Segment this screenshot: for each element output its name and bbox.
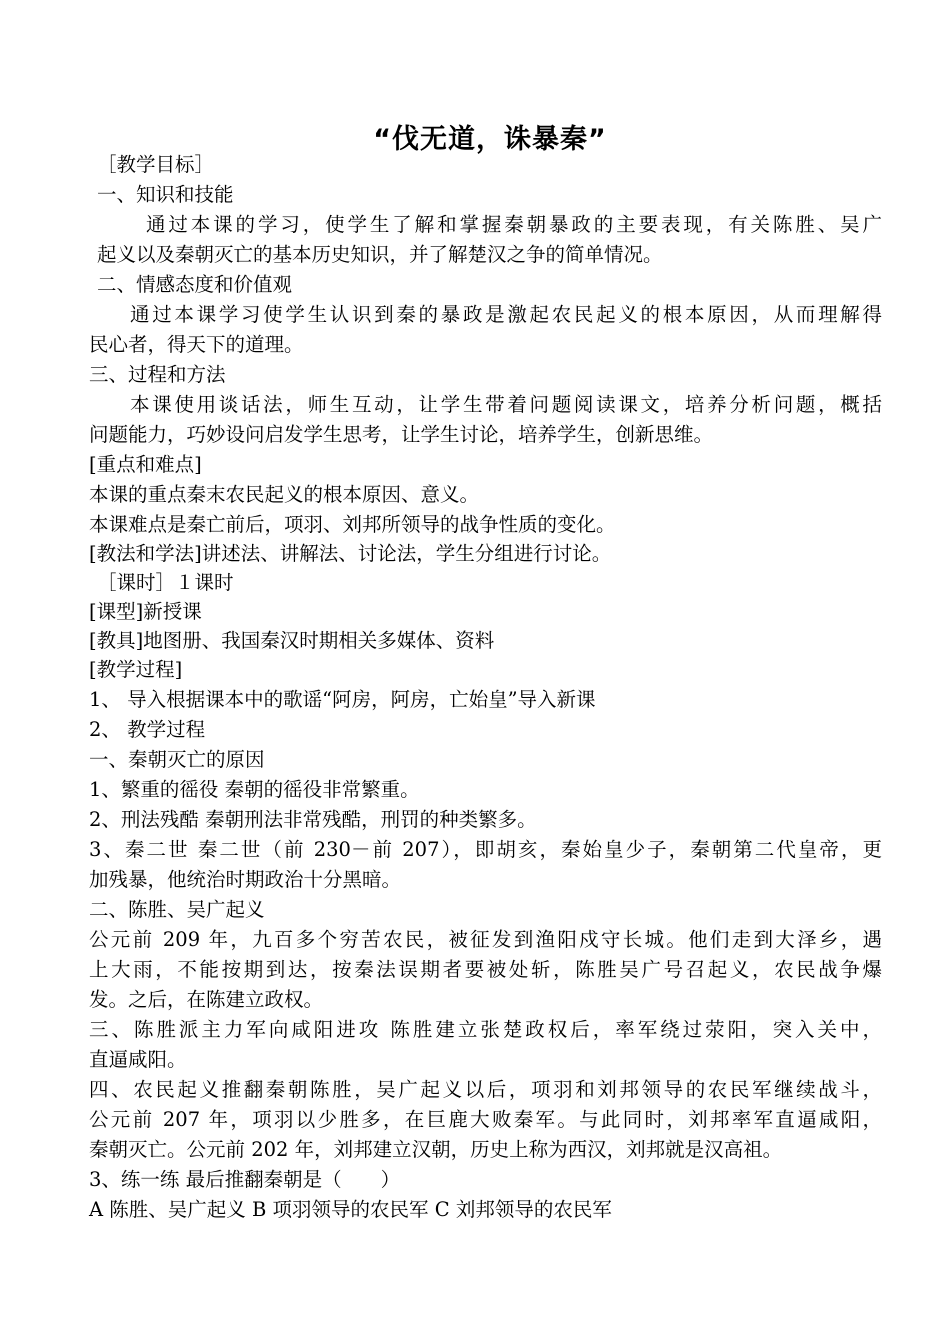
paragraph-line: 公元前 209 年，九百多个穷苦农民，被征发到渔阳戍守长城。他们走到大泽乡，遇 (89, 928, 882, 951)
subheading-uprising: 二、陈胜、吴广起义 (89, 898, 265, 921)
paragraph-line: [教法和学法]讲述法、讲解法、讨论法，学生分组进行讨论。 (89, 542, 612, 565)
paragraph-line: 1、 导入根据课本中的歌谣“阿房，阿房，亡始皇”导入新课 (89, 688, 596, 711)
paragraph-line: 2、 教学过程 (89, 718, 206, 741)
paragraph-line: 2、刑法残酷 秦朝刑法非常残酷，刑罚的种类繁多。 (89, 808, 537, 831)
paragraph-line: ［课时］１课时 (97, 571, 234, 594)
section-heading-teaching-process: [教学过程] (89, 658, 183, 681)
section-heading-objectives: ［教学目标］ (97, 153, 215, 176)
paragraph-line: 问题能力，巧妙设问启发学生思考，让学生讨论，培养学生，创新思维。 (89, 423, 714, 446)
paragraph-line: 通过本课的学习，使学生了解和掌握秦朝暴政的主要表现，有关陈胜、吴广 (146, 213, 882, 236)
paragraph-line: 1、繁重的徭役 秦朝的徭役非常繁重。 (89, 778, 420, 801)
paragraph-line: 四、农民起义推翻秦朝陈胜，吴广起义以后，项羽和刘邦领导的农民军继续战斗， (89, 1078, 882, 1101)
paragraph-line: [教具]地图册、我国秦汉时期相关多媒体、资料 (89, 629, 495, 652)
subheading-knowledge-skills: 一、知识和技能 (97, 183, 234, 206)
paragraph-line: 公元前 207 年，项羽以少胜多，在巨鹿大败秦军。与此同时，刘邦率军直逼咸阳， (89, 1108, 882, 1131)
exercise-options: A 陈胜、吴广起义 B 项羽领导的农民军 C 刘邦领导的农民军 (89, 1198, 612, 1221)
paragraph-line: 本课难点是秦亡前后，项羽、刘邦所领导的战争性质的变化。 (89, 513, 616, 536)
paragraph-line: 起义以及秦朝灭亡的基本历史知识，并了解楚汉之争的简单情况。 (97, 243, 663, 266)
paragraph-line: 民心者，得天下的道理。 (89, 333, 304, 356)
section-heading-key-points: [重点和难点] (89, 453, 202, 476)
exercise-question: 3、练一练 最后推翻秦朝是（ ） (89, 1168, 401, 1191)
paragraph-line: 3、秦二世 秦二世（前 230－前 207），即胡亥，秦始皇少子，秦朝第二代皇帝，更 (89, 838, 882, 861)
paragraph-line: 本课的重点秦末农民起义的根本原因、意义。 (89, 483, 480, 506)
paragraph-line: 通过本课学习使学生认识到秦的暴政是激起农民起义的根本原因，从而理解得 (130, 303, 882, 326)
paragraph-line: 发。之后，在陈建立政权。 (89, 988, 324, 1011)
subheading-emotion-values: 二、情感态度和价值观 (97, 273, 293, 296)
paragraph-line: 上大雨，不能按期到达，按秦法误期者要被处斩，陈胜吴广号召起义，农民战争爆 (89, 958, 882, 981)
subheading-process-methods: 三、过程和方法 (89, 363, 226, 386)
paragraph-line: 加残暴，他统治时期政治十分黑暗。 (89, 868, 402, 891)
paragraph-line: [课型]新授课 (89, 600, 202, 623)
paragraph-line: 本课使用谈话法，师生互动，让学生带着问题阅读课文，培养分析问题，概括 (130, 393, 882, 416)
paragraph-line: 直逼咸阳。 (89, 1048, 187, 1071)
paragraph-line: 三、陈胜派主力军向咸阳进攻 陈胜建立张楚政权后，率军绕过荥阳，突入关中， (89, 1018, 882, 1041)
subheading-causes: 一、秦朝灭亡的原因 (89, 748, 265, 771)
paragraph-line: 秦朝灭亡。公元前 202 年，刘邦建立汉朝，历史上称为西汉，刘邦就是汉高祖。 (89, 1138, 783, 1161)
document-title: “伐无道，诛暴秦” (373, 124, 607, 155)
